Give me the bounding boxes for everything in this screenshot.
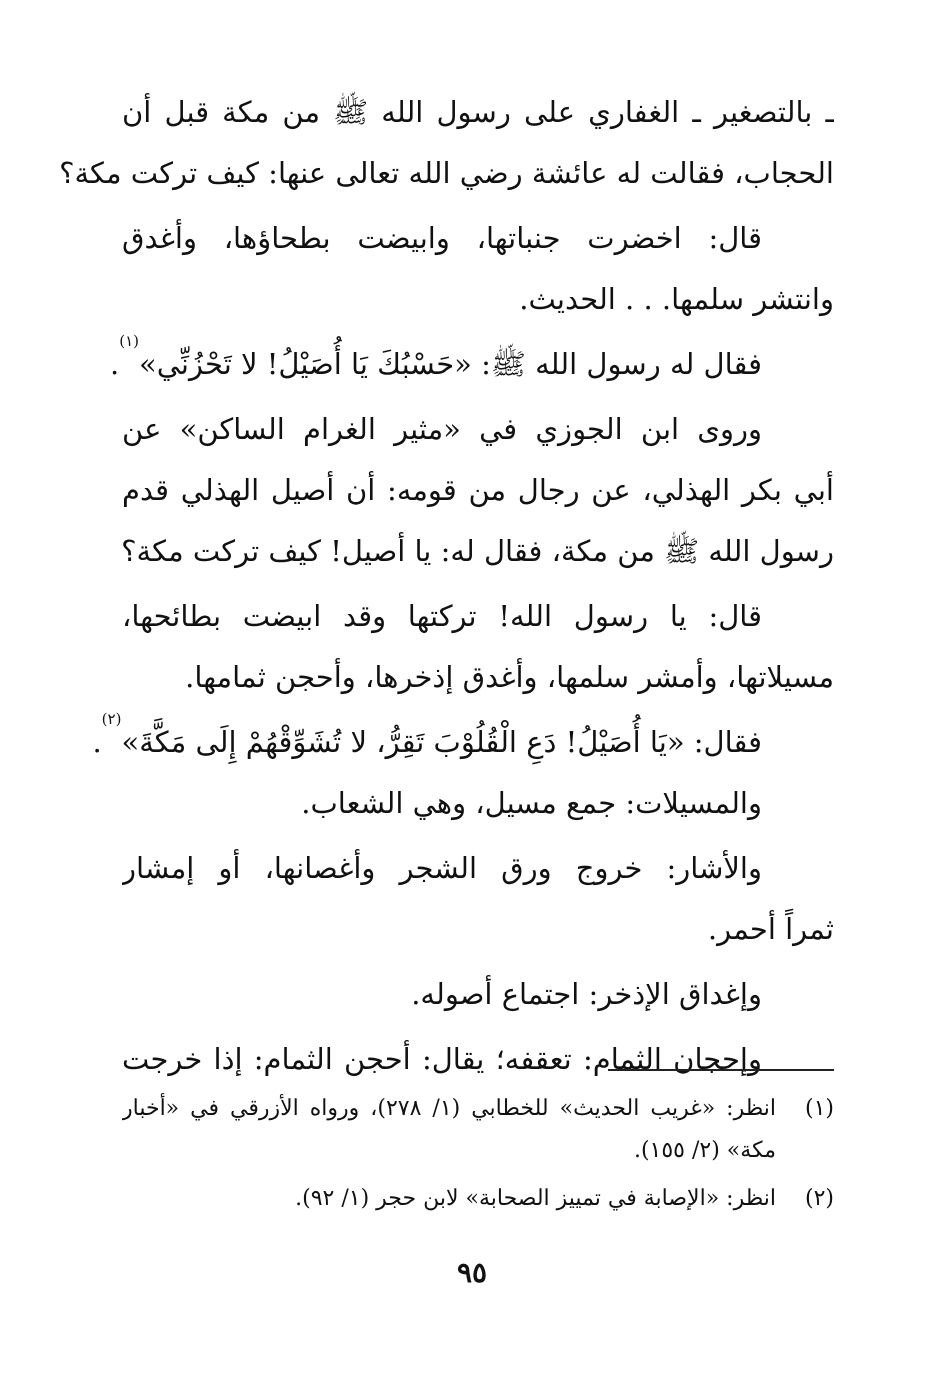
text-line-content: فقال: «يَا أُصَيْلُ! دَعِ الْقُلُوْبَ تَقِرُّ، لا تُشَوِّقْهُمْ إِلَى مَكَّةَ» [121,725,762,759]
text-line-content: فقال له رسول الله ﷺ: «حَسْبُكَ يَا أُصَيْلُ! لا تَحْزُنِّي» [139,347,762,381]
text-line: وروى ابن الجوزي في «مثير الغرام الساكن» عن [122,412,762,446]
page-number: ٩٥ [456,1256,488,1289]
footnote-ref-1: (١) [119,332,139,350]
text-line: وانتشر سلمها. . . الحديث. [519,282,834,316]
text-line: رسول الله ﷺ من مكة، فقال له: يا أصيل! كيف تركت مكة؟ [121,534,834,568]
text-line: مسيلاتها، وأمشر سلمها، وأغدق إذخرها، وأحجن ثمامها. [185,660,834,694]
footnote-text [122,1178,776,1220]
footnote-text [122,1088,776,1172]
footnotes [122,1088,834,1220]
footnote-divider [608,1069,834,1071]
footnote-line: انظر: «الإصابة في تمييز الصحابة» لابن حجر (١/ ٩٢). [295,1186,776,1211]
footnote-line: مكة» (٢/ ١٥٥). [633,1138,776,1163]
text-line: وإغداق الإذخر: اجتماع أصوله. [411,977,762,1011]
text-line: والأشار: خروج ورق الشجر وأغصانها، أو إمشار [122,851,762,885]
footnote-2 [122,1178,834,1220]
text-line: قال: يا رسول الله! تركتها وقد ابيضت بطائحها، [122,599,762,633]
text-line: ـ بالتصغير ـ الغفاري على رسول الله ﷺ من مكة قبل أن [122,95,834,129]
text-line: والمسيلات: جمع مسيل، وهي الشعاب. [301,786,762,820]
text-line: فقال: «يَا أُصَيْلُ! دَعِ الْقُلُوْبَ تَقِرُّ، لا تُشَوِّقْهُمْ إِلَى مَكَّةَ»$^{(٢)}$. [92,710,762,759]
footnote-1 [122,1088,834,1172]
footnote-line: انظر: «غريب الحديث» للخطابي (١/ ٢٧٨)، ورواه الأزرقي في «أخبار [122,1096,776,1121]
text-line: الحجاب، فقالت له عائشة رضي الله تعالى عنها: كيف تركت مكة؟ [59,156,834,190]
text-line: قال: اخضرت جنباتها، وابيضت بطحاؤها، وأغدق [122,221,762,255]
footnote-number: (٢) [804,1186,834,1211]
text-line: وإحجان الثمام: تعقفه؛ يقال: أحجن الثمام: إذا خرجت [122,1042,762,1076]
text-line: ثمراً أحمر. [707,912,834,946]
footnote-ref-2: (٢) [101,710,122,728]
text-line: أبي بكر الهذلي، عن رجال من قومه: أن أصيل الهذلي قدم [122,473,834,507]
text-line: فقال له رسول الله ﷺ: «حَسْبُكَ يَا أُصَيْلُ! لا تَحْزُنِّي»$^{(١)}$. [110,332,762,381]
footnote-number: (١) [804,1096,834,1121]
main-text [59,82,834,1090]
